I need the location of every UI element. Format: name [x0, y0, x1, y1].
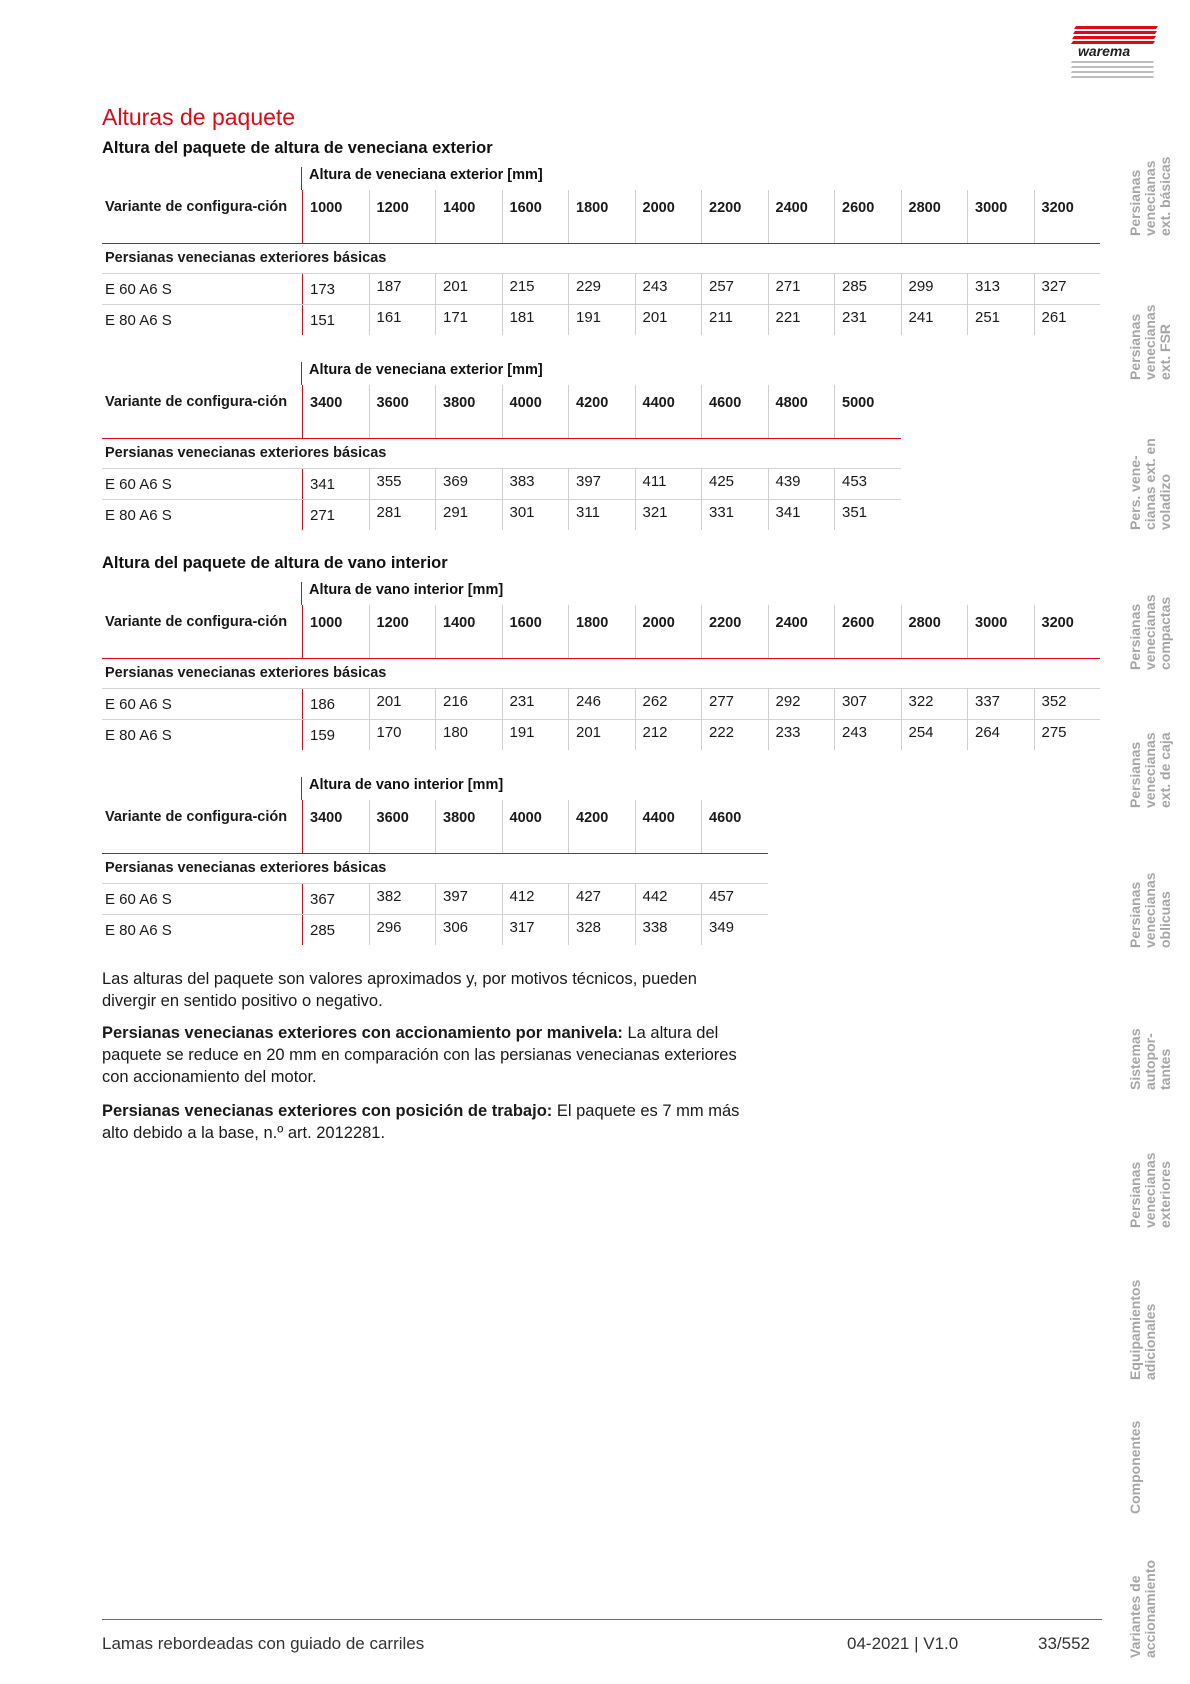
table-column-headers	[102, 385, 901, 438]
table-cell: 215	[502, 274, 569, 304]
column-header: 3600	[369, 385, 436, 438]
variant-header: Variante de configura-ción	[105, 394, 288, 410]
row-label: E 80 A6 S	[105, 727, 172, 744]
table-cell: 367	[302, 884, 369, 914]
table-cell: 306	[435, 915, 502, 945]
table-row	[102, 305, 1100, 335]
table-cell: 241	[901, 305, 968, 335]
table-cell: 322	[901, 689, 968, 719]
table-cell: 351	[834, 500, 901, 530]
table-column-headers	[102, 800, 768, 853]
column-header: 3000	[967, 605, 1034, 658]
table-cell: 301	[502, 500, 569, 530]
table-caption-line	[102, 357, 901, 385]
table-caption: Altura de veneciana exterior [mm]	[301, 362, 543, 385]
table-cell: 262	[635, 689, 702, 719]
table-cell: 271	[302, 500, 369, 530]
table-cell: 453	[834, 469, 901, 499]
column-header: 1200	[369, 190, 436, 243]
table-cell: 317	[502, 915, 569, 945]
column-header: 2000	[635, 190, 702, 243]
section-title-exterior: Altura del paquete de altura de veneciana exterior	[102, 139, 493, 157]
table-cell: 349	[701, 915, 768, 945]
table-caption-line	[102, 772, 768, 800]
column-header: 3200	[1034, 605, 1101, 658]
table-row	[102, 689, 1100, 720]
table-cell: 277	[701, 689, 768, 719]
table-cell: 211	[701, 305, 768, 335]
column-header: 1800	[568, 605, 635, 658]
column-header: 4400	[635, 385, 702, 438]
footer-title: Lamas rebordeadas con guiado de carriles	[102, 1634, 425, 1653]
column-header: 4600	[701, 800, 768, 853]
table-cell: 243	[635, 274, 702, 304]
table-cell: 457	[701, 884, 768, 914]
column-header: 3000	[967, 190, 1034, 243]
table-row	[102, 915, 768, 945]
note-crank-bold: Persianas venecianas exteriores con accionamiento por manivela:	[102, 1024, 623, 1042]
column-header: 2200	[701, 190, 768, 243]
sidebar-item-voladizo[interactable]: Pers. vene-cianas ext. en voladizo	[1127, 438, 1173, 530]
sidebar-item-componentes[interactable]: Componentes	[1127, 1420, 1143, 1514]
table-cell: 201	[435, 274, 502, 304]
column-header: 4200	[568, 385, 635, 438]
row-label: E 80 A6 S	[105, 312, 172, 329]
table-interior-2	[102, 772, 768, 945]
table-cell: 337	[967, 689, 1034, 719]
table-cell: 181	[502, 305, 569, 335]
column-header: 1000	[302, 190, 369, 243]
sidebar-item-autoportantes[interactable]: Sistemas autopor-tantes	[1127, 1028, 1173, 1090]
table-cell: 186	[302, 689, 369, 719]
table-cell: 271	[768, 274, 835, 304]
table-cell: 257	[701, 274, 768, 304]
table-cell: 216	[435, 689, 502, 719]
table-cell: 311	[568, 500, 635, 530]
row-label: E 60 A6 S	[105, 891, 172, 908]
table-cell: 191	[502, 720, 569, 750]
note-approximate: Las alturas del paquete son valores aproximados y, por motivos técnicos, pueden divergir en sentido positivo o negativo.	[102, 970, 697, 1010]
variant-header: Variante de configura-ción	[105, 199, 288, 215]
sidebar-item-exteriores[interactable]: Persianas venecianas exteriores	[1127, 1152, 1173, 1228]
table-caption: Altura de vano interior [mm]	[301, 777, 503, 800]
table-cell: 383	[502, 469, 569, 499]
table-column-headers	[102, 605, 1100, 658]
sidebar-nav	[1128, 0, 1190, 1684]
table-cell: 397	[435, 884, 502, 914]
variant-header: Variante de configura-ción	[105, 809, 288, 825]
column-header: 3400	[302, 385, 369, 438]
table-exterior-1	[102, 162, 1100, 335]
column-header: 3600	[369, 800, 436, 853]
column-header: 1800	[568, 190, 635, 243]
table-cell: 281	[369, 500, 436, 530]
column-header: 4800	[768, 385, 835, 438]
column-header: 2200	[701, 605, 768, 658]
table-cell: 321	[635, 500, 702, 530]
footer-version: 04-2021 | V1.0	[847, 1634, 959, 1653]
table-row	[102, 469, 901, 500]
column-header: 1000	[302, 605, 369, 658]
table-cell: 264	[967, 720, 1034, 750]
table-cell: 411	[635, 469, 702, 499]
row-label: E 80 A6 S	[105, 922, 172, 939]
table-cell: 328	[568, 915, 635, 945]
table-cell: 180	[435, 720, 502, 750]
table-cell: 338	[635, 915, 702, 945]
column-header: 3200	[1034, 190, 1101, 243]
table-cell: 412	[502, 884, 569, 914]
table-cell: 352	[1034, 689, 1101, 719]
table-row	[102, 500, 901, 530]
table-cell: 170	[369, 720, 436, 750]
column-header: 1600	[502, 190, 569, 243]
table-header	[102, 162, 1100, 244]
table-cell: 201	[635, 305, 702, 335]
table-cell: 159	[302, 720, 369, 750]
table-cell: 425	[701, 469, 768, 499]
table-exterior-2	[102, 357, 901, 530]
note-crank	[102, 1022, 742, 1088]
table-cell: 251	[967, 305, 1034, 335]
table-row	[102, 274, 1100, 305]
table-cell: 275	[1034, 720, 1101, 750]
table-cell: 285	[834, 274, 901, 304]
row-label: E 60 A6 S	[105, 476, 172, 493]
footer-page-number: 33/552	[1038, 1634, 1090, 1653]
table-column-headers	[102, 190, 1100, 243]
table-header	[102, 357, 901, 439]
row-label: E 60 A6 S	[105, 281, 172, 298]
table-cell: 442	[635, 884, 702, 914]
table-cell: 171	[435, 305, 502, 335]
table-cell: 233	[768, 720, 835, 750]
logo-wordmark: warema	[1078, 43, 1131, 59]
note-working-position	[102, 1100, 742, 1144]
table-cell: 261	[1034, 305, 1101, 335]
column-header: 1400	[435, 605, 502, 658]
table-caption: Altura de vano interior [mm]	[301, 582, 503, 605]
table-cell: 439	[768, 469, 835, 499]
table-cell: 212	[635, 720, 702, 750]
table-header	[102, 577, 1100, 659]
page-title: Alturas de paquete	[102, 104, 296, 130]
column-header: 3800	[435, 800, 502, 853]
table-cell: 331	[701, 500, 768, 530]
sidebar-item-caja[interactable]: Persianas venecianas ext. de caja	[1127, 732, 1173, 808]
table-caption-line	[102, 162, 1100, 190]
note-working-bold: Persianas venecianas exteriores con posición de trabajo:	[102, 1102, 553, 1120]
column-header: 2400	[768, 190, 835, 243]
table-cell: 341	[302, 469, 369, 499]
column-header: 2800	[901, 605, 968, 658]
column-header: 1400	[435, 190, 502, 243]
table-cell: 285	[302, 915, 369, 945]
note-crank-text: La altura del paquete se reduce en 20 mm en comparación con las persianas venecianas exteriores con accionamiento del motor.	[102, 1024, 737, 1086]
column-header: 2800	[901, 190, 968, 243]
column-header: 3800	[435, 385, 502, 438]
table-cell: 313	[967, 274, 1034, 304]
column-header: 2400	[768, 605, 835, 658]
table-row	[102, 720, 1100, 750]
column-header: 5000	[834, 385, 901, 438]
table-group-label: Persianas venecianas exteriores básicas	[102, 244, 1100, 274]
sidebar-item-fsr[interactable]: Persianas venecianas ext. FSR	[1127, 304, 1173, 380]
sidebar-item-compactas[interactable]: Persianas venecianas compactas	[1127, 594, 1173, 670]
table-cell: 291	[435, 500, 502, 530]
column-header: 4600	[701, 385, 768, 438]
column-header: 4400	[635, 800, 702, 853]
row-label: E 80 A6 S	[105, 507, 172, 524]
column-header: 1200	[369, 605, 436, 658]
column-header: 4200	[568, 800, 635, 853]
footer-divider	[102, 1619, 1102, 1620]
table-cell: 292	[768, 689, 835, 719]
note-working-text: El paquete es 7 mm más alto debido a la base, n.º art. 2012281.	[102, 1102, 740, 1142]
sidebar-item-basicas[interactable]: Persianas venecianas ext. básicas	[1127, 156, 1173, 236]
table-cell: 222	[701, 720, 768, 750]
table-cell: 327	[1034, 274, 1101, 304]
table-cell: 191	[568, 305, 635, 335]
column-header: 3400	[302, 800, 369, 853]
table-cell: 231	[502, 689, 569, 719]
table-cell: 187	[369, 274, 436, 304]
column-header: 4000	[502, 800, 569, 853]
column-header: 4000	[502, 385, 569, 438]
table-cell: 229	[568, 274, 635, 304]
table-cell: 307	[834, 689, 901, 719]
table-cell: 161	[369, 305, 436, 335]
section-title-interior: Altura del paquete de altura de vano interior	[102, 554, 448, 572]
column-header: 2600	[834, 605, 901, 658]
table-cell: 369	[435, 469, 502, 499]
table-cell: 382	[369, 884, 436, 914]
table-cell: 173	[302, 274, 369, 304]
table-cell: 151	[302, 305, 369, 335]
table-cell: 221	[768, 305, 835, 335]
table-cell: 427	[568, 884, 635, 914]
table-row	[102, 884, 768, 915]
table-cell: 355	[369, 469, 436, 499]
table-cell: 201	[568, 720, 635, 750]
table-caption: Altura de veneciana exterior [mm]	[301, 167, 543, 190]
table-caption-line	[102, 577, 1100, 605]
table-interior-1	[102, 577, 1100, 750]
column-header: 2600	[834, 190, 901, 243]
table-cell: 246	[568, 689, 635, 719]
column-header: 1600	[502, 605, 569, 658]
variant-header: Variante de configura-ción	[105, 614, 288, 630]
table-cell: 243	[834, 720, 901, 750]
row-label: E 60 A6 S	[105, 696, 172, 713]
table-cell: 296	[369, 915, 436, 945]
column-header: 2000	[635, 605, 702, 658]
table-cell: 341	[768, 500, 835, 530]
table-cell: 231	[834, 305, 901, 335]
table-group-label: Persianas venecianas exteriores básicas	[102, 854, 768, 884]
table-cell: 254	[901, 720, 968, 750]
sidebar-item-oblicuas[interactable]: Persianas venecianas oblicuas	[1127, 872, 1173, 948]
table-group-label: Persianas venecianas exteriores básicas	[102, 659, 1100, 689]
table-cell: 397	[568, 469, 635, 499]
table-group-label: Persianas venecianas exteriores básicas	[102, 439, 901, 469]
sidebar-item-accionamiento[interactable]: Variantes de accionamiento	[1127, 1559, 1158, 1658]
table-cell: 299	[901, 274, 968, 304]
table-header	[102, 772, 768, 854]
table-cell: 201	[369, 689, 436, 719]
sidebar-item-equipamientos[interactable]: Equipamientos adicionales	[1127, 1279, 1158, 1380]
